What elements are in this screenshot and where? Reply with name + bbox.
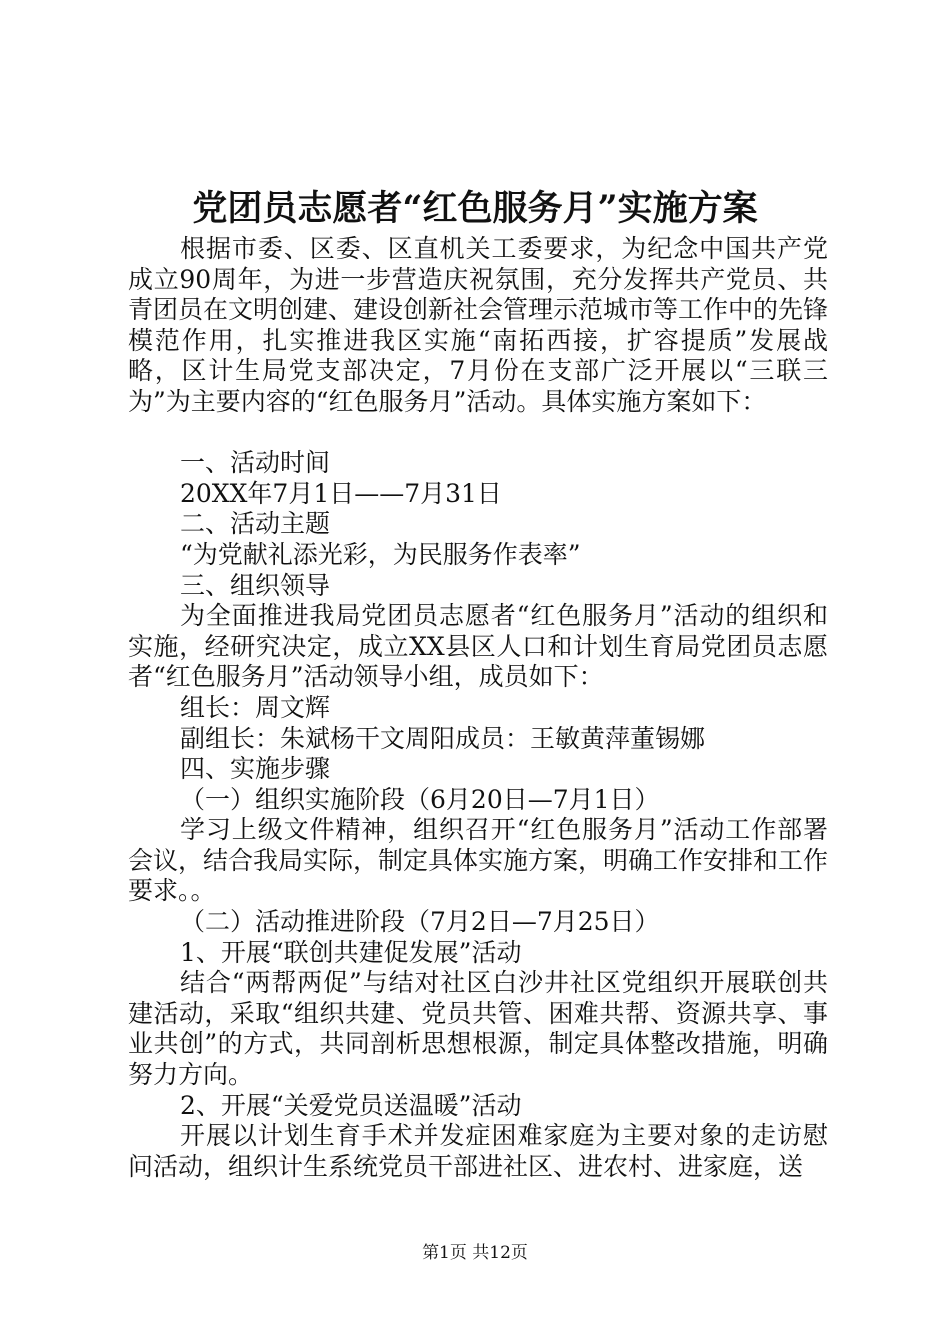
step-one-heading: （一）组织实施阶段（6月20日—7月1日）	[180, 784, 660, 814]
activity-two-paragraph: 开展以计划生育手术并发症困难家庭为主要对象的走访慰问活动，组织计生系统党员干部进社区、进农村、进家庭，送	[128, 1121, 828, 1181]
section-heading-theme: 二、活动主题	[180, 509, 331, 539]
section-heading-leadership: 三、组织领导	[180, 570, 331, 600]
intro-paragraph: 根据市委、区委、区直机关工委要求，为纪念中国共产党成立90周年，为进一步营造庆祝氛围，充分发挥共产党员、共青团员在文明创建、建设创新社会管理示范城市等工作中的先锋模范作用，扎实推进我区实施“南拓西接，扩容提质”发展战略，区计生局党支部决定，7月份在支部广泛开展以“三联三为”为主要内容的“红色服务月”活动。具体实施方案如下：	[128, 234, 829, 416]
page-number: 第1页 共12页	[422, 1243, 528, 1263]
activity-theme: “为党献礼添光彩，为民服务作表率”	[180, 539, 581, 569]
activity-one-heading: 1、开展“联创共建促发展”活动	[180, 937, 522, 967]
document-body	[128, 234, 828, 1182]
section-heading-time: 一、活动时间	[180, 448, 331, 478]
activity-dates: 20XX年7月1日——7月31日	[180, 478, 502, 508]
activity-two-heading: 2、开展“关爱党员送温暖”活动	[180, 1090, 522, 1120]
document-title: 党团员志愿者“红色服务月”实施方案	[192, 188, 758, 229]
activity-one-paragraph: 结合“两帮两促”与结对社区白沙井社区党组织开展联创共建活动，采取“组织共建、党员共管、困难共帮、资源共享、事业共创”的方式，共同剖析思想根源，制定具体整改措施，明确努力方向。	[128, 968, 828, 1090]
leadership-paragraph: 为全面推进我局党团员志愿者“红色服务月”活动的组织和实施，经研究决定，成立XX县区人口和计划生育局党团员志愿者“红色服务月”活动领导小组，成员如下：	[128, 601, 828, 692]
step-two-heading: （二）活动推进阶段（7月2日—7月25日）	[180, 907, 660, 937]
group-leader: 组长：周文辉	[180, 692, 331, 722]
paragraph-spacer	[128, 418, 828, 449]
section-heading-steps: 四、实施步骤	[180, 754, 331, 784]
step-one-paragraph: 学习上级文件精神，组织召开“红色服务月”活动工作部署会议，结合我局实际，制定具体实施方案，明确工作安排和工作要求。。	[128, 815, 829, 906]
group-members: 副组长：朱斌杨干文周阳成员：王敏黄萍董锡娜	[180, 723, 706, 753]
